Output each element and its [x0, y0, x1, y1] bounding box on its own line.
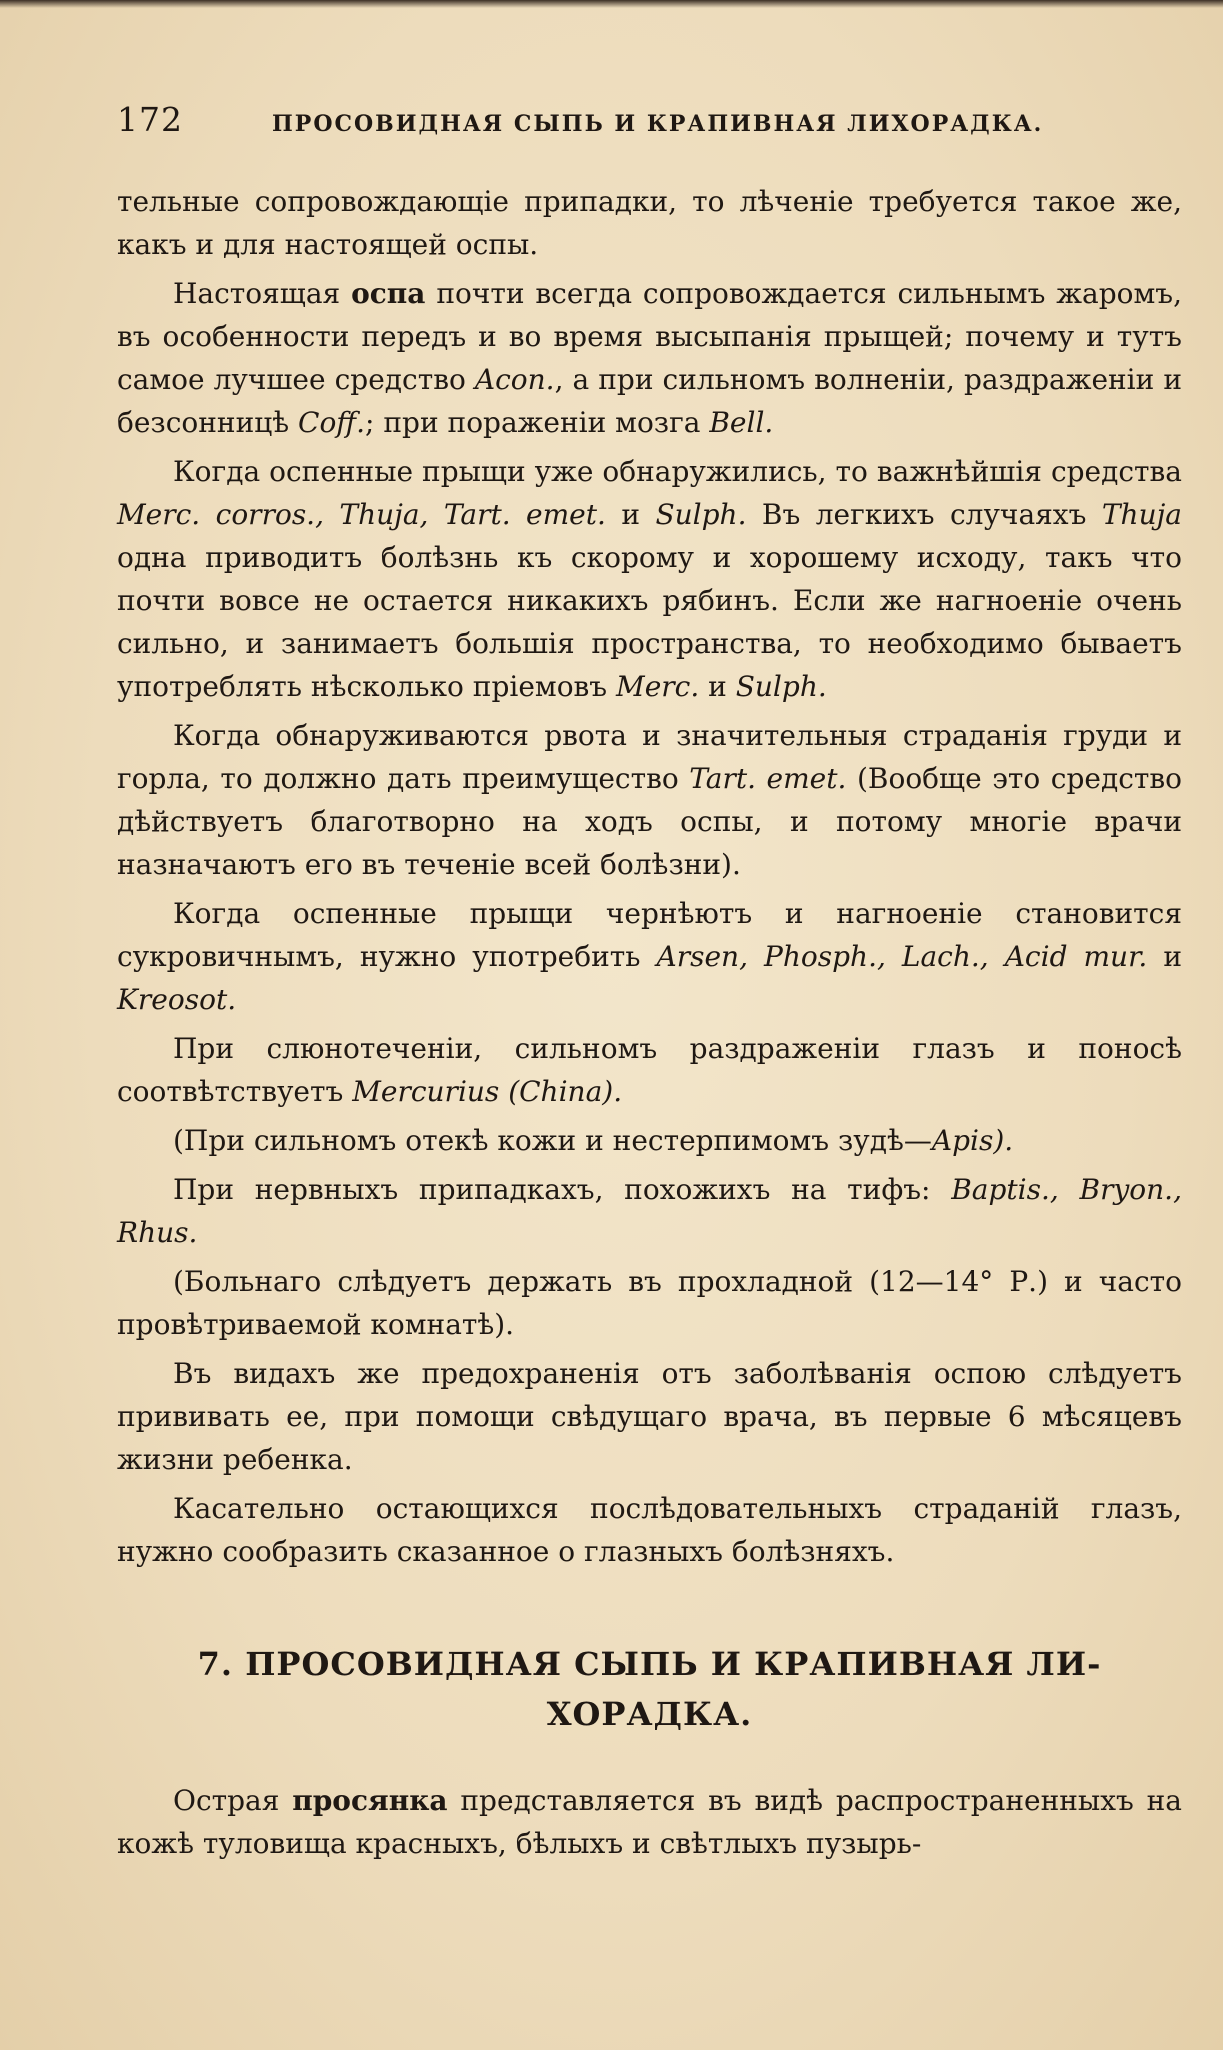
section-heading-line-2: ХОРАДКА. [546, 1695, 753, 1733]
text-run: (Вообще это средство дѣйствуетъ благотворно на ходъ оспы, и потому многіе врачи назначаютъ его въ теченіе всей болѣзни). [117, 762, 1182, 881]
text-run: и [605, 498, 656, 531]
text-run: (Больнаго слѣдуетъ держать въ прохладной (12—14° Р.) и часто провѣтриваемой комнатѣ). [117, 1265, 1182, 1341]
body-paragraph [117, 1119, 1182, 1162]
page-top-edge [0, 0, 1223, 8]
key-term: оспа [351, 277, 426, 310]
text-run: ; при пораженіи мозга [365, 406, 710, 439]
remedy-name: Acon. [474, 363, 555, 396]
remedy-name: Apis). [931, 1124, 1014, 1157]
text-run: представляется въ видѣ распространенныхъ на кожѣ туловища красныхъ, бѣлыхъ и свѣтлыхъ пузырь- [117, 1784, 1182, 1860]
text-run: При нервныхъ припадкахъ, похожихъ на тифъ: [173, 1173, 952, 1206]
text-run: Когда оспенные прыщи уже обнаружились, то важнѣйшія средства [173, 455, 1182, 488]
text-run: и [699, 670, 736, 703]
text-run: Когда оспенные прыщи чернѣютъ и нагноеніе становится сукровичнымъ, нужно употребить [117, 897, 1182, 973]
text-run: одна приводитъ болѣзнь къ скорому и хорошему исходу, такъ что почти вовсе не остается никакихъ рябинъ. Если же нагноеніе очень сильно, и занимаетъ большія пространства, то необходимо бываетъ употреблять нѣсколько пріемовъ [117, 541, 1182, 703]
remedy-name: Coff. [298, 406, 366, 439]
section-heading-line-1: 7. ПРОСОВИДНАЯ СЫПЬ И КРАПИВНАЯ ЛИ- [197, 1645, 1102, 1683]
text-run: Острая [173, 1784, 293, 1817]
remedy-name: Kreosot. [117, 983, 237, 1016]
text-run: При слюнотеченіи, сильномъ раздраженіи глазъ и поносѣ соотвѣтствуетъ [117, 1032, 1182, 1108]
text-run: (При сильномъ отекѣ кожи и нестерпимомъ зудѣ— [173, 1124, 932, 1157]
text-run: и [1147, 940, 1182, 973]
body-paragraph [117, 1260, 1182, 1346]
body-paragraph [117, 1352, 1182, 1481]
remedy-name: Sulph. [655, 498, 747, 531]
body-paragraph [117, 450, 1182, 708]
body-paragraph [117, 1168, 1182, 1254]
final-text [117, 1779, 1182, 1865]
section-heading [117, 1639, 1182, 1739]
remedy-name: Baptis., Bryon., Rhus. [117, 1173, 1182, 1249]
final-paragraph [117, 1779, 1182, 1865]
remedy-name: Merc. [616, 670, 700, 703]
body-paragraph [117, 272, 1182, 444]
text-run: Касательно остающихся послѣдовательныхъ страданій глазъ, нужно сообразить сказанное о глазныхъ болѣзняхъ. [117, 1492, 1182, 1568]
text-run: тельные сопровождающіе припадки, то лѣченіе требуется такое же, какъ и для настоящей оспы. [117, 185, 1182, 261]
body-paragraph [117, 714, 1182, 886]
remedy-name: Bell. [709, 406, 774, 439]
remedy-name: Merc. corros., Thuja, Tart. emet. [117, 498, 606, 531]
text-run: Настоящая [173, 277, 352, 310]
text-run: Въ легкихъ случаяхъ [746, 498, 1102, 531]
body-paragraph [117, 892, 1182, 1021]
remedy-name: Tart. emet. [689, 762, 847, 795]
text-run: , а при сильномъ волненіи, раздраженіи и безсонницѣ [117, 363, 1183, 439]
text-run: Въ видахъ же предохраненія отъ заболѣванія оспою слѣдуетъ прививать ее, при помощи свѣдущаго врача, въ первые 6 мѣсяцевъ жизни ребенка. [117, 1357, 1182, 1476]
body-paragraph [117, 1487, 1182, 1573]
body-paragraph [117, 180, 1182, 266]
page-number: 172 [117, 100, 183, 139]
body-text [117, 180, 1182, 1579]
body-paragraph [117, 1027, 1182, 1113]
text-run: Когда обнаруживаются рвота и значительныя страданія груди и горла, то должно дать преимущество [117, 719, 1182, 795]
remedy-name: Sulph. [735, 670, 827, 703]
remedy-name: Mercurius (China). [352, 1075, 623, 1108]
text-run: почти всегда сопровождается сильнымъ жаромъ, въ особенности передъ и во время высыпанія прыщей; почему и тутъ самое лучшее средство [117, 277, 1182, 396]
page-header [117, 100, 1182, 160]
running-title: ПРОСОВИДНАЯ СЫПЬ И КРАПИВНАЯ ЛИХОРАДКА. [272, 111, 1044, 137]
book-page [117, 100, 1182, 2040]
remedy-name: Thuja [1101, 498, 1182, 531]
remedy-name: Arsen, Phosph., Lach., Acid mur. [656, 940, 1148, 973]
key-term: просянка [292, 1784, 448, 1817]
